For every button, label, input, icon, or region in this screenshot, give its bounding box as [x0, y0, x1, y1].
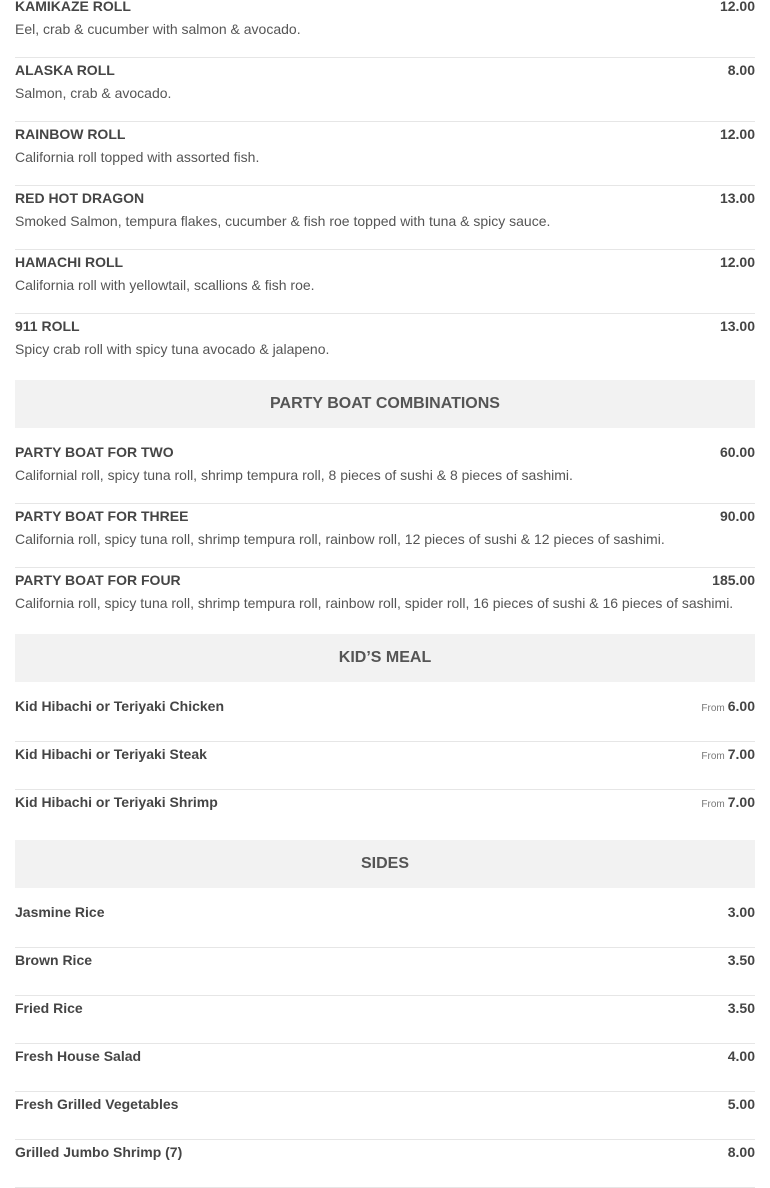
item-description: Salmon, crab & avocado.: [15, 85, 172, 101]
item-name: Fresh House Salad: [15, 1048, 142, 1064]
item-description: Californial roll, spicy tuna roll, shrimp tempura roll, 8 pieces of sushi & 8 pieces of sashimi.: [15, 467, 573, 483]
price-value: 7.00: [727, 746, 755, 762]
menu-item[interactable]: [15, 250, 755, 314]
item-name: PARTY BOAT FOR TWO: [15, 444, 174, 460]
item-price: 185.00: [712, 572, 755, 588]
item-price: 12.00: [719, 254, 755, 270]
section-header-kids-meal: KID’S MEAL: [15, 634, 755, 682]
item-price: 3.50: [727, 1000, 755, 1016]
item-name: HAMACHI ROLL: [15, 254, 124, 270]
item-price: 60.00: [719, 444, 755, 460]
menu-list: [15, 0, 755, 1188]
menu-item[interactable]: [15, 440, 755, 504]
item-name: PARTY BOAT FOR THREE: [15, 508, 189, 524]
item-description: California roll topped with assorted fish.: [15, 149, 260, 165]
menu-item[interactable]: [15, 694, 755, 742]
item-price: 3.50: [727, 952, 755, 968]
item-price: 4.00: [727, 1048, 755, 1064]
menu-item[interactable]: [15, 948, 755, 996]
item-price: 12.00: [719, 0, 755, 14]
item-name: Fried Rice: [15, 1000, 83, 1016]
item-name: Jasmine Rice: [15, 904, 105, 920]
item-description: Smoked Salmon, tempura flakes, cucumber & fish roe topped with tuna & spicy sauce.: [15, 213, 551, 229]
menu-item[interactable]: [15, 790, 755, 837]
item-description: California roll, spicy tuna roll, shrimp tempura roll, rainbow roll, 12 pieces of sushi & 12 pieces of sashimi.: [15, 531, 665, 547]
item-description: California roll with yellowtail, scallions & fish roe.: [15, 277, 315, 293]
menu-item[interactable]: [15, 996, 755, 1044]
price-from-label: From: [701, 751, 725, 762]
item-name: ALASKA ROLL: [15, 62, 115, 78]
item-price: 5.00: [727, 1096, 755, 1112]
menu-item[interactable]: [15, 1044, 755, 1092]
menu-item[interactable]: [15, 122, 755, 186]
price-value: 7.00: [727, 794, 755, 810]
menu-item[interactable]: [15, 1140, 755, 1188]
item-name: RAINBOW ROLL: [15, 126, 126, 142]
item-name: Kid Hibachi or Teriyaki Chicken: [15, 698, 225, 714]
price-from-label: From: [701, 703, 725, 714]
item-price: 90.00: [719, 508, 755, 524]
item-name: Fresh Grilled Vegetables: [15, 1096, 179, 1112]
menu-item[interactable]: [15, 742, 755, 790]
item-name: KAMIKAZE ROLL: [15, 0, 131, 14]
item-name: Kid Hibachi or Teriyaki Shrimp: [15, 794, 218, 810]
menu-item[interactable]: [15, 504, 755, 568]
item-description: Spicy crab roll with spicy tuna avocado & jalapeno.: [15, 341, 330, 357]
menu-item[interactable]: [15, 1092, 755, 1140]
price-from-label: From: [701, 799, 725, 810]
menu-item[interactable]: [15, 900, 755, 948]
item-name: Kid Hibachi or Teriyaki Steak: [15, 746, 207, 762]
item-description: Eel, crab & cucumber with salmon & avocado.: [15, 21, 301, 37]
item-description: California roll, spicy tuna roll, shrimp tempura roll, rainbow roll, spider roll, 16 pieces of sushi & 16 pieces of sashimi.: [15, 595, 734, 611]
section-header-party-boat: PARTY BOAT COMBINATIONS: [15, 380, 755, 428]
item-name: Brown Rice: [15, 952, 93, 968]
item-price: 3.00: [727, 904, 755, 920]
item-price: [701, 748, 755, 763]
item-price: 8.00: [727, 1144, 755, 1160]
item-price: 12.00: [719, 126, 755, 142]
item-name: Grilled Jumbo Shrimp (7): [15, 1144, 183, 1160]
menu-item[interactable]: [15, 0, 755, 58]
menu-item[interactable]: [15, 58, 755, 122]
item-price: 13.00: [719, 318, 755, 334]
section-header-sides: SIDES: [15, 840, 755, 888]
menu-item[interactable]: [15, 186, 755, 250]
menu-item[interactable]: [15, 568, 755, 631]
item-price: 13.00: [719, 190, 755, 206]
item-price: [701, 796, 755, 811]
item-price: [701, 700, 755, 715]
item-name: 911 ROLL: [15, 318, 80, 334]
item-name: RED HOT DRAGON: [15, 190, 145, 206]
item-name: PARTY BOAT FOR FOUR: [15, 572, 181, 588]
menu-item[interactable]: [15, 314, 755, 377]
price-value: 6.00: [727, 698, 755, 714]
item-price: 8.00: [727, 62, 755, 78]
